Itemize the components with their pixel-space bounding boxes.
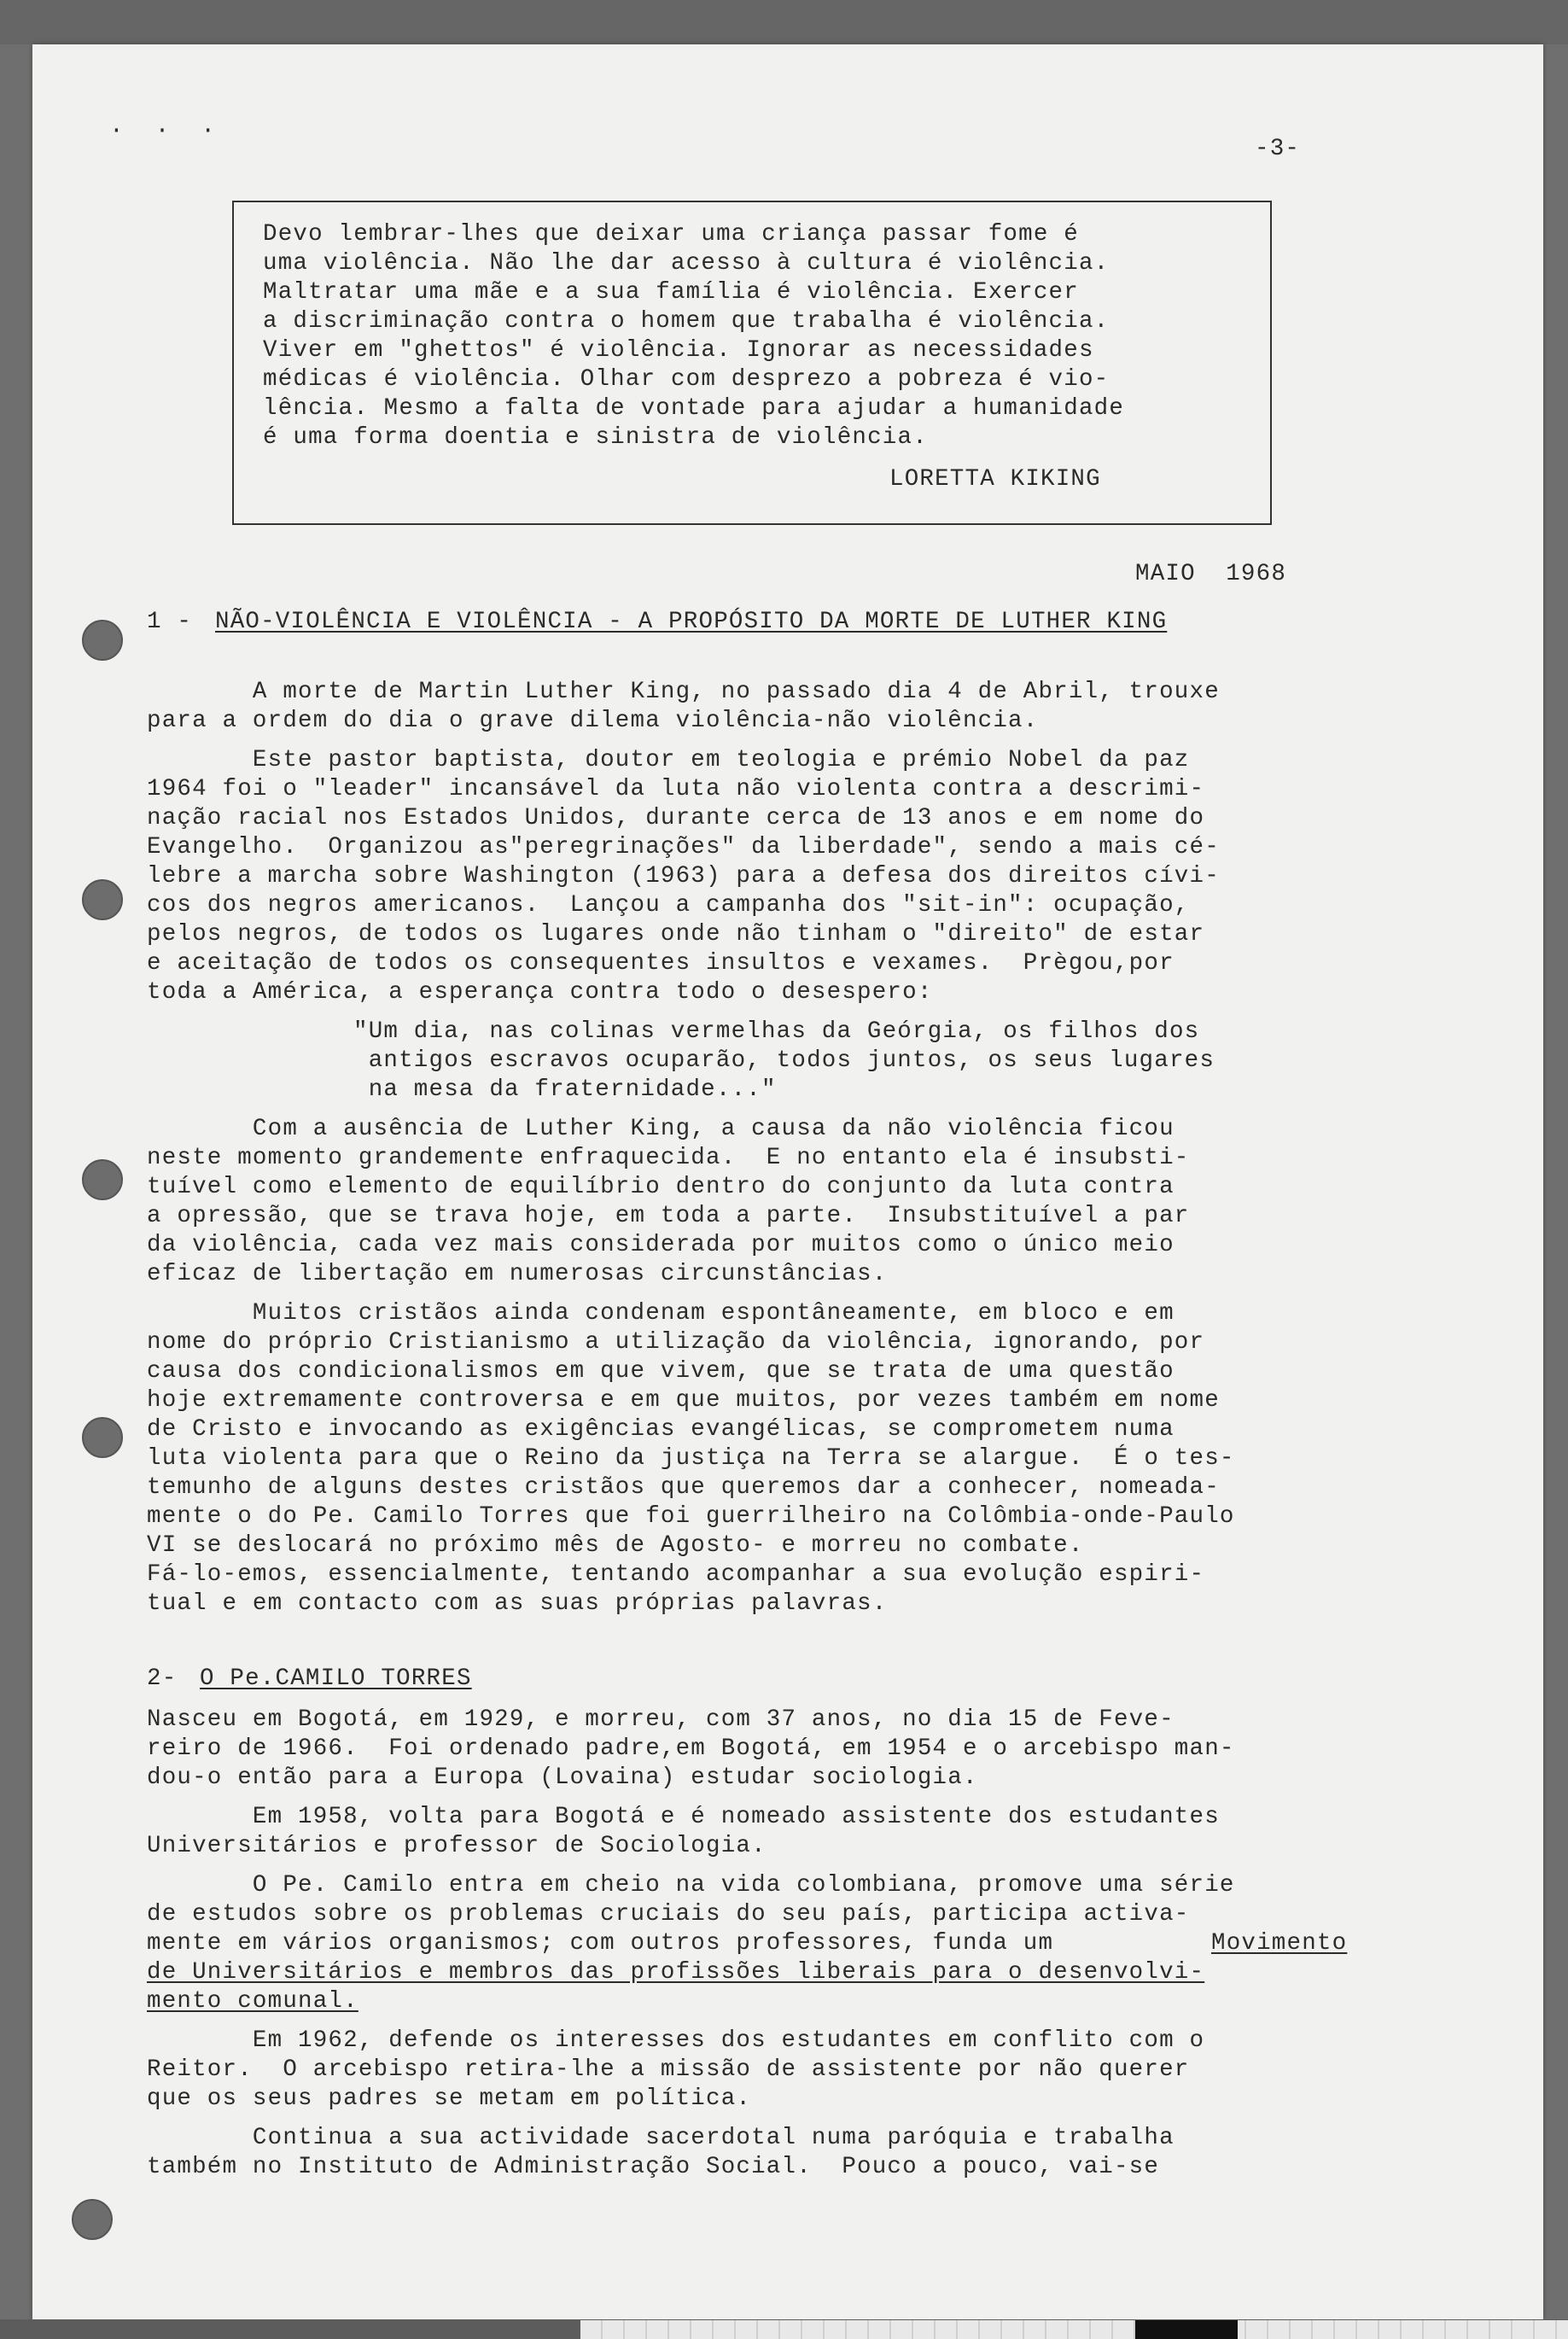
text-line: hoje extremamente controversa e em que muitos, por vezes também em nome bbox=[147, 1387, 1220, 1414]
text-line: 1964 foi o "leader" incansável da luta não violenta contra a descrimi- bbox=[147, 776, 1205, 802]
text-line: Devo lembrar-lhes que deixar uma criança passar fome é bbox=[263, 221, 1079, 248]
text-line: eficaz de libertação em numerosas circunstâncias. bbox=[147, 1261, 888, 1287]
text-line: dou-o então para a Europa (Lovaina) estudar sociologia. bbox=[147, 1764, 978, 1791]
text-line: Em 1958, volta para Bogotá e é nomeado assistente dos estudantes bbox=[147, 1804, 1220, 1830]
text-line: tual e em contacto com as suas próprias palavras. bbox=[147, 1590, 888, 1617]
text-line: tuível como elemento de equilíbrio dentro do conjunto da luta contra bbox=[147, 1174, 1175, 1200]
text-line: Viver em "ghettos" é violência. Ignorar as necessidades bbox=[263, 337, 1094, 364]
text-line: de Cristo e invocando as exigências evangélicas, se comprometem numa bbox=[147, 1416, 1175, 1443]
text-line: mente em vários organismos; com outros professores, funda um bbox=[147, 1930, 1069, 1957]
punch-hole bbox=[82, 1159, 123, 1200]
date: MAIO 1968 bbox=[1135, 561, 1287, 587]
text-line: também no Instituto de Administração Social. Pouco a pouco, vai-se bbox=[147, 2154, 1160, 2180]
text-line: O Pe. Camilo entra em cheio na vida colombiana, promove uma série bbox=[147, 1872, 1235, 1899]
text-line: a opressão, que se trava hoje, em toda a parte. Insubstituível a par bbox=[147, 1203, 1190, 1229]
section2-title: O Pe.CAMILO TORRES bbox=[200, 1665, 472, 1692]
section1-number: 1 - bbox=[147, 609, 193, 635]
punch-hole bbox=[82, 620, 123, 661]
text-line: Universitários e professor de Sociologia. bbox=[147, 1833, 767, 1859]
text-line: Evangelho. Organizou as"peregrinações" da liberdade", sendo a mais cé- bbox=[147, 834, 1220, 860]
text-line: lência. Mesmo a falta de vontade para ajudar a humanidade bbox=[263, 395, 1125, 422]
text-line: Com a ausência de Luther King, a causa da não violência ficou bbox=[147, 1116, 1175, 1142]
quote-author: LORETTA KIKING bbox=[889, 466, 1101, 493]
text-line: A morte de Martin Luther King, no passado dia 4 de Abril, trouxe bbox=[147, 679, 1220, 705]
text-line: neste momento grandemente enfraquecida. E no entanto ela é insubsti- bbox=[147, 1145, 1190, 1171]
text-line: de estudos sobre os problemas cruciais do seu país, participa activa- bbox=[147, 1901, 1190, 1928]
text-line: causa dos condicionalismos em que vivem, que se trata de uma questão bbox=[147, 1358, 1175, 1385]
text-line: antigos escravos ocuparão, todos juntos, os seus lugares bbox=[353, 1047, 1215, 1074]
text-line: na mesa da fraternidade..." bbox=[353, 1076, 777, 1103]
text-line: toda a América, a esperança contra todo o desespero: bbox=[147, 979, 933, 1006]
text-line: de Universitários e membros das profissões liberais para o desenvolvi- bbox=[147, 1959, 1205, 1986]
text-line: a discriminação contra o homem que trabalha é violência. bbox=[263, 308, 1110, 335]
text-line: Fá-lo-emos, essencialmente, tentando acompanhar a sua evolução espiri- bbox=[147, 1561, 1205, 1588]
text-line: Reitor. O arcebispo retira-lhe a missão de assistente por não querer bbox=[147, 2056, 1190, 2083]
text-line: Em 1962, defende os interesses dos estudantes em conflito com o bbox=[147, 2027, 1205, 2054]
text-line: Continua a sua actividade sacerdotal numa paróquia e trabalha bbox=[147, 2125, 1175, 2151]
text-line: Muitos cristãos ainda condenam espontâneamente, em bloco e em bbox=[147, 1300, 1175, 1327]
text-line: mento comunal. bbox=[147, 1988, 358, 2015]
text-line: reiro de 1966. Foi ordenado padre,em Bogotá, em 1954 e o arcebispo man- bbox=[147, 1735, 1235, 1762]
text-line: luta violenta para que o Reino da justiça na Terra se alargue. É o tes- bbox=[147, 1445, 1235, 1472]
text-line: pelos negros, de todos os lugares onde não tinham o "direito" de estar bbox=[147, 921, 1205, 948]
text-line: para a ordem do dia o grave dilema violência-não violência. bbox=[147, 708, 1039, 734]
scan-ruler-block bbox=[1135, 2320, 1238, 2339]
scan-ruler bbox=[580, 2320, 1568, 2339]
text-line: VI se deslocará no próximo mês de Agosto- e morreu no combate. bbox=[147, 1532, 1084, 1559]
text-line: que os seus padres se metam em política. bbox=[147, 2085, 752, 2112]
scan-background bbox=[0, 0, 1568, 44]
text-line: lebre a marcha sobre Washington (1963) para a defesa dos direitos cívi- bbox=[147, 863, 1220, 890]
text-line: médicas é violência. Olhar com desprezo a pobreza é vio- bbox=[263, 366, 1110, 393]
page-number: -3- bbox=[1255, 136, 1301, 162]
text-line: uma violência. Não lhe dar acesso à cultura é violência. bbox=[263, 250, 1110, 277]
text-line: e aceitação de todos os consequentes insultos e vexames. Prègou,por bbox=[147, 950, 1175, 977]
punch-hole bbox=[82, 1417, 123, 1458]
text-line: Nasceu em Bogotá, em 1929, e morreu, com 37 anos, no dia 15 de Feve- bbox=[147, 1706, 1175, 1733]
text-line: cos dos negros americanos. Lançou a campanha dos "sit-in": ocupação, bbox=[147, 892, 1190, 919]
text-line: é uma forma doentia e sinistra de violência. bbox=[263, 424, 928, 451]
section2-number: 2- bbox=[147, 1665, 178, 1692]
text-line: Maltratar uma mãe e a sua família é violência. Exercer bbox=[263, 279, 1079, 306]
ink-marks: · · · bbox=[109, 118, 224, 144]
section1-title: NÃO-VIOLÊNCIA E VIOLÊNCIA - A PROPÓSITO DA MORTE DE LUTHER KING bbox=[215, 609, 1168, 635]
text-line: Este pastor baptista, doutor em teologia e prémio Nobel da paz bbox=[147, 747, 1190, 773]
text-line: nome do próprio Cristianismo a utilização da violência, ignorando, por bbox=[147, 1329, 1205, 1356]
text-line: nação racial nos Estados Unidos, durante cerca de 13 anos e em nome do bbox=[147, 805, 1205, 831]
text-line: "Um dia, nas colinas vermelhas da Geórgia, os filhos dos bbox=[353, 1018, 1200, 1045]
text-line: Movimento bbox=[1211, 1930, 1348, 1957]
text-line: mente o do Pe. Camilo Torres que foi guerrilheiro na Colômbia-onde-Paulo bbox=[147, 1503, 1235, 1530]
text-line: da violência, cada vez mais considerada por muitos como o único meio bbox=[147, 1232, 1175, 1258]
punch-hole bbox=[82, 879, 123, 920]
punch-hole bbox=[72, 2199, 113, 2240]
text-line: temunho de alguns destes cristãos que queremos dar a conhecer, nomeada- bbox=[147, 1474, 1220, 1501]
